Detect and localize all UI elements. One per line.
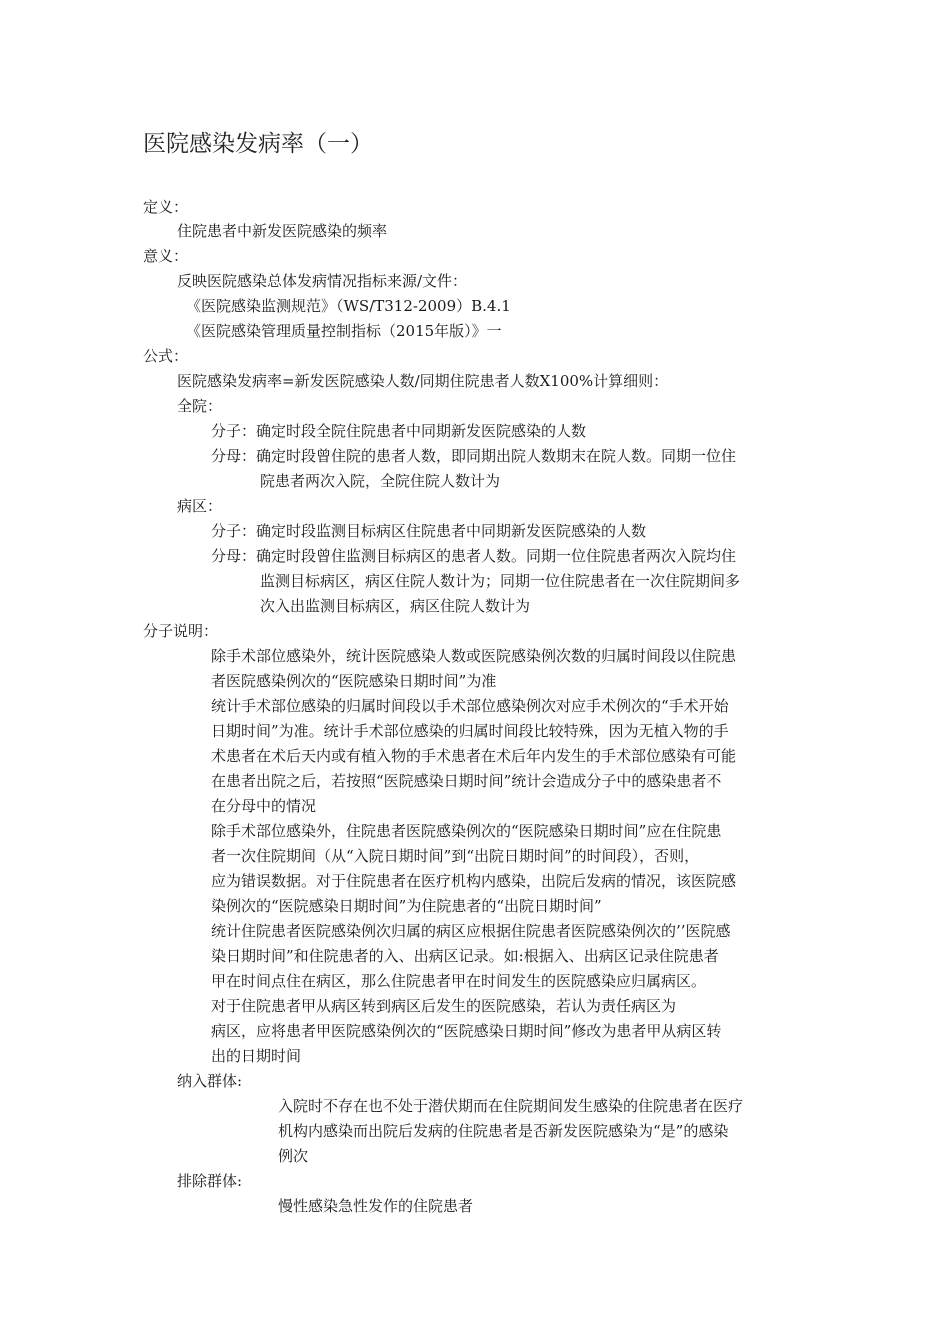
- meaning-label: 意义：: [143, 247, 189, 265]
- ward-denominator-line: 监测目标病区，病区住院人数计为；同期一位住院患者在一次住院期间多: [260, 572, 741, 590]
- source-line: 《医院感染管理质量控制指标（2015年版）》一: [186, 322, 502, 340]
- definition-label: 定义：: [143, 198, 189, 216]
- note-line: 者医院感染例次的“医院感染日期时间”为准: [211, 672, 497, 690]
- ward-denominator-line: 分母：确定时段曾住监测目标病区的患者人数。同期一位住院患者两次入院均住: [211, 547, 737, 565]
- hospital-denominator-line: 分母：确定时段曾住院的患者人数，即同期出院人数期末在院人数。同期一位住: [211, 447, 737, 465]
- inclusion-line: 机构内感染而出院后发病的住院患者是否新发医院感染为“是”的感染: [278, 1122, 729, 1140]
- ward-label: 病区：: [177, 497, 223, 515]
- inclusion-label: 纳入群体:: [177, 1072, 243, 1090]
- source-line: 《医院感染监测规范》（WS/T312-2009）B.4.1: [186, 297, 511, 315]
- note-line: 应为错误数据。对于住院患者在医疗机构内感染，出院后发病的情况，该医院感: [211, 872, 737, 890]
- ward-denominator-line: 次入出监测目标病区，病区住院人数计为: [260, 597, 531, 615]
- note-line: 甲在时间点住在病区，那么住院患者甲在时间发生的医院感染应归属病区。: [211, 972, 707, 990]
- exclusion-text: 慢性感染急性发作的住院患者: [278, 1197, 474, 1215]
- ward-numerator: 分子：确定时段监测目标病区住院患者中同期新发医院感染的人数: [211, 522, 647, 540]
- note-line: 统计手术部位感染的归属时间段以手术部位感染例次对应手术例次的“手术开始: [211, 697, 729, 715]
- note-line: 日期时间”为准。统计手术部位感染的归属时间段比较特殊，因为无植入物的手: [211, 722, 729, 740]
- note-line: 出的日期时间: [211, 1047, 302, 1065]
- inclusion-line: 例次: [278, 1147, 309, 1165]
- hospital-denominator-line: 院患者两次入院，全院住院人数计为: [260, 472, 501, 490]
- note-line: 在患者出院之后，若按照“医院感染日期时间”统计会造成分子中的感染患者不: [211, 772, 722, 790]
- numerator-notes-label: 分子说明：: [143, 622, 219, 640]
- inclusion-line: 入院时不存在也不处于潜伏期而在住院期间发生感染的住院患者在医疗: [278, 1097, 744, 1115]
- note-line: 者一次住院期间（从“入院日期时间”到“出院日期时间”的时间段），否则，: [211, 847, 700, 865]
- note-line: 病区，应将患者甲医院感染例次的“医院感染日期时间”修改为患者甲从病区转: [211, 1022, 722, 1040]
- page-title: 医院感染发病率（一）: [143, 131, 373, 157]
- note-line: 染例次的“医院感染日期时间”为住院患者的“出院日期时间”: [211, 897, 602, 915]
- hospital-label: 全院：: [177, 397, 223, 415]
- hospital-numerator: 分子：确定时段全院住院患者中同期新发医院感染的人数: [211, 422, 587, 440]
- exclusion-label: 排除群体:: [177, 1172, 243, 1190]
- formula-text: 医院感染发病率=新发医院感染人数/同期住院患者人数X100%计算细则：: [177, 372, 669, 390]
- meaning-text: 反映医院感染总体发病情况指标来源/文件：: [177, 272, 468, 290]
- note-line: 染日期时间”和住院患者的入、出病区记录。如:根据入、出病区记录住院患者: [211, 947, 719, 965]
- definition-text: 住院患者中新发医院感染的频率: [177, 222, 388, 240]
- note-line: 统计住院患者医院感染例次归属的病区应根据住院患者医院感染例次的’’医院感: [211, 922, 731, 940]
- note-line: 除手术部位感染外，统计医院感染人数或医院感染例次数的归属时间段以住院患: [211, 647, 737, 665]
- note-line: 在分母中的情况: [211, 797, 317, 815]
- note-line: 除手术部位感染外，住院患者医院感染例次的“医院感染日期时间”应在住院患: [211, 822, 722, 840]
- formula-label: 公式：: [143, 347, 189, 365]
- note-line: 对于住院患者甲从病区转到病区后发生的医院感染，若认为责任病区为: [211, 997, 677, 1015]
- note-line: 术患者在术后天内或有植入物的手术患者在术后年内发生的手术部位感染有可能: [211, 747, 737, 765]
